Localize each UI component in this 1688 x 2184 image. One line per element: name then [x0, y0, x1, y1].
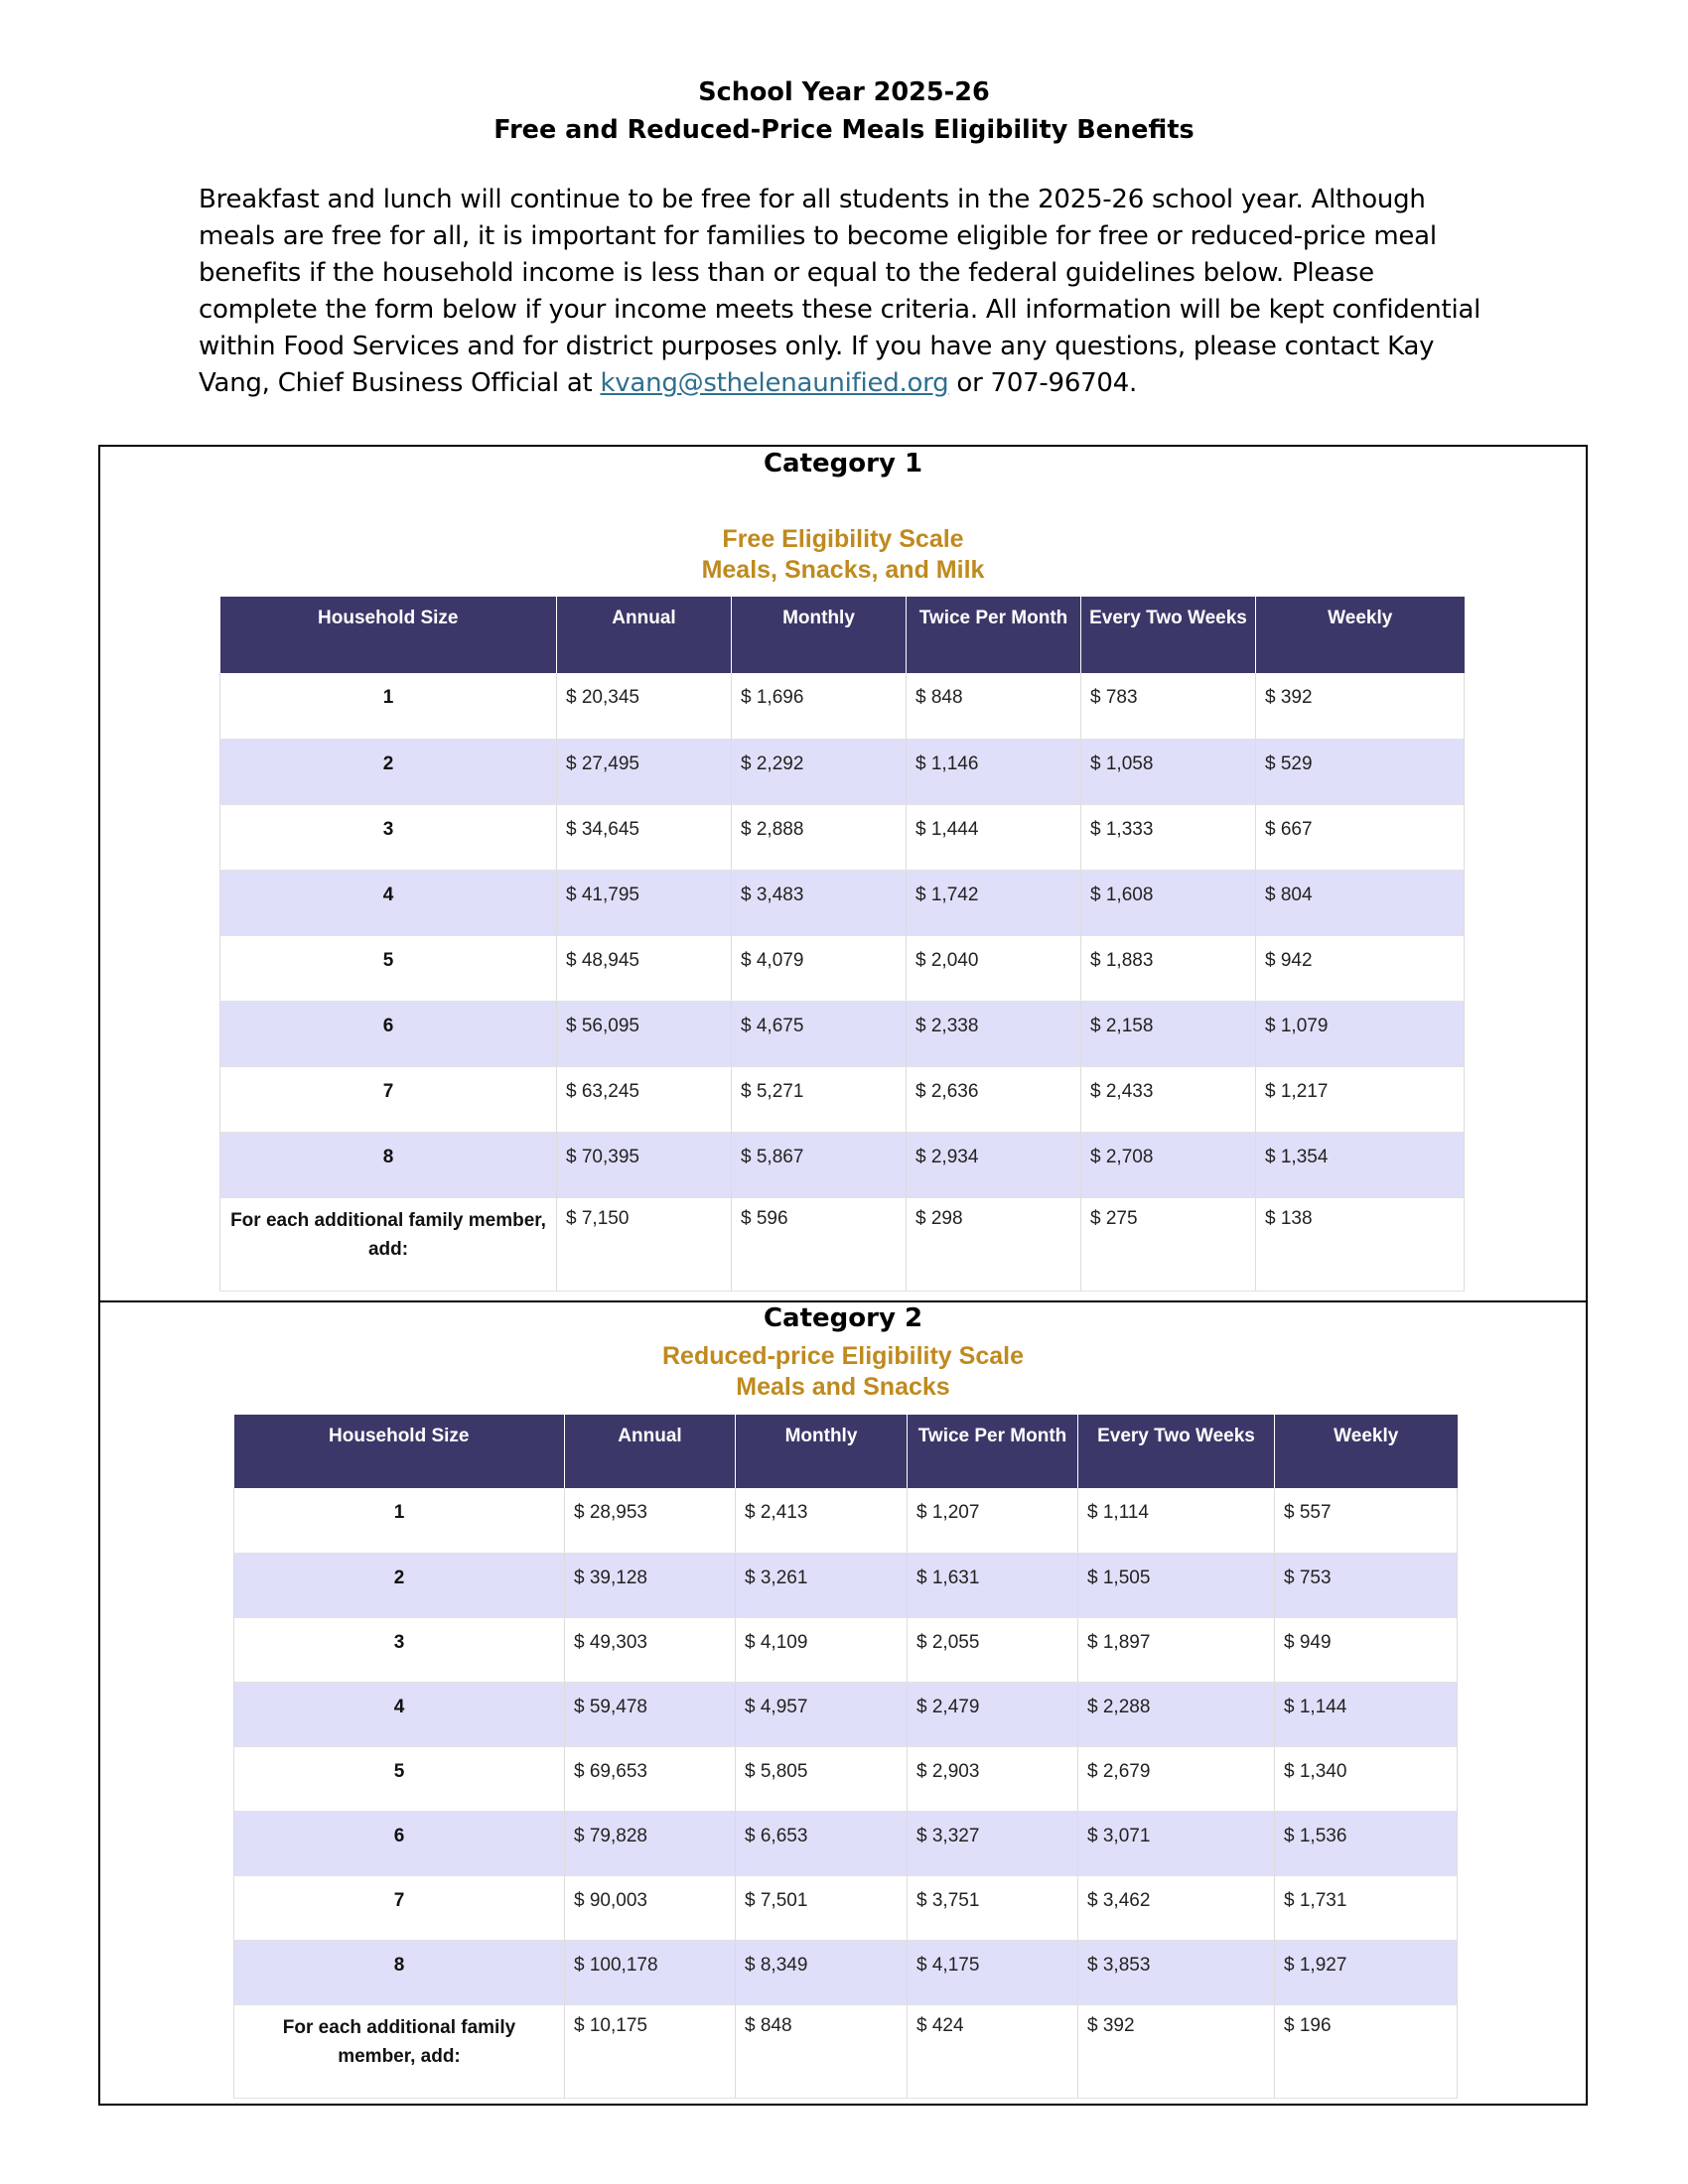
household-size-cell: 7 [234, 1875, 565, 1940]
annual-cell: $ 39,128 [565, 1553, 736, 1617]
table-row [220, 739, 1465, 804]
table-row [234, 1940, 1458, 2004]
every-two-weeks-cell: $ 3,071 [1078, 1811, 1275, 1875]
household-size-cell: 3 [234, 1617, 565, 1682]
household-size-cell: 2 [220, 739, 557, 804]
free-scale-subheading: Meals, Snacks, and Milk [701, 556, 985, 584]
every-two-weeks-cell: $ 1,333 [1081, 804, 1256, 870]
every-two-weeks-cell: $ 2,433 [1081, 1066, 1256, 1132]
weekly-cell: $ 1,079 [1256, 1001, 1465, 1066]
household-size-cell: 4 [220, 870, 557, 935]
table-row [220, 673, 1465, 739]
annual-cell: $ 100,178 [565, 1940, 736, 2004]
twice-per-month-cell: $ 298 [907, 1197, 1081, 1291]
every-two-weeks-cell: $ 2,679 [1078, 1746, 1275, 1811]
twice-per-month-cell: $ 1,146 [907, 739, 1081, 804]
table-header-row [220, 597, 1465, 673]
column-header: Every Two Weeks [1081, 597, 1256, 673]
free-eligibility-table [219, 597, 1465, 1292]
monthly-cell: $ 2,888 [732, 804, 907, 870]
twice-per-month-cell: $ 1,631 [908, 1553, 1078, 1617]
category-2-title: Category 2 [763, 1303, 923, 1333]
column-header: Weekly [1275, 1415, 1458, 1488]
annual-cell: $ 90,003 [565, 1875, 736, 1940]
monthly-cell: $ 4,109 [736, 1617, 908, 1682]
twice-per-month-cell: $ 2,040 [907, 935, 1081, 1001]
every-two-weeks-cell: $ 1,897 [1078, 1617, 1275, 1682]
weekly-cell: $ 804 [1256, 870, 1465, 935]
table-row [220, 1066, 1465, 1132]
household-size-cell: 3 [220, 804, 557, 870]
annual-cell: $ 56,095 [557, 1001, 732, 1066]
column-header: Household Size [220, 597, 557, 673]
monthly-cell: $ 5,271 [732, 1066, 907, 1132]
additional-member-row [220, 1197, 1465, 1291]
annual-cell: $ 10,175 [565, 2004, 736, 2098]
monthly-cell: $ 1,696 [732, 673, 907, 739]
every-two-weeks-cell: $ 392 [1078, 2004, 1275, 2098]
twice-per-month-cell: $ 848 [907, 673, 1081, 739]
household-size-cell: 4 [234, 1682, 565, 1746]
table-row [234, 1488, 1458, 1553]
monthly-cell: $ 3,261 [736, 1553, 908, 1617]
twice-per-month-cell: $ 1,742 [907, 870, 1081, 935]
household-size-cell: 6 [234, 1811, 565, 1875]
table-row [220, 804, 1465, 870]
reduced-scale-subheading: Meals and Snacks [736, 1373, 950, 1401]
monthly-cell: $ 5,805 [736, 1746, 908, 1811]
weekly-cell: $ 1,731 [1275, 1875, 1458, 1940]
every-two-weeks-cell: $ 1,608 [1081, 870, 1256, 935]
monthly-cell: $ 4,079 [732, 935, 907, 1001]
twice-per-month-cell: $ 1,444 [907, 804, 1081, 870]
twice-per-month-cell: $ 2,055 [908, 1617, 1078, 1682]
column-header: Twice Per Month [907, 597, 1081, 673]
table-row [220, 1001, 1465, 1066]
twice-per-month-cell: $ 3,327 [908, 1811, 1078, 1875]
annual-cell: $ 49,303 [565, 1617, 736, 1682]
column-header: Annual [565, 1415, 736, 1488]
twice-per-month-cell: $ 2,934 [907, 1132, 1081, 1197]
free-scale-title [100, 524, 1586, 586]
household-size-cell: 1 [234, 1488, 565, 1553]
twice-per-month-cell: $ 2,636 [907, 1066, 1081, 1132]
monthly-cell: $ 4,675 [732, 1001, 907, 1066]
monthly-cell: $ 8,349 [736, 1940, 908, 2004]
weekly-cell: $ 1,144 [1275, 1682, 1458, 1746]
annual-cell: $ 28,953 [565, 1488, 736, 1553]
twice-per-month-cell: $ 1,207 [908, 1488, 1078, 1553]
column-header: Monthly [736, 1415, 908, 1488]
table-header-row [234, 1415, 1458, 1488]
additional-member-row [234, 2004, 1458, 2098]
annual-cell: $ 20,345 [557, 673, 732, 739]
annual-cell: $ 34,645 [557, 804, 732, 870]
monthly-cell: $ 6,653 [736, 1811, 908, 1875]
column-header: Monthly [732, 597, 907, 673]
table-row [220, 935, 1465, 1001]
table-row [234, 1811, 1458, 1875]
every-two-weeks-cell: $ 1,058 [1081, 739, 1256, 804]
column-header: Household Size [234, 1415, 565, 1488]
household-size-cell: 2 [234, 1553, 565, 1617]
household-size-cell: 8 [220, 1132, 557, 1197]
weekly-cell: $ 1,536 [1275, 1811, 1458, 1875]
column-header: Twice Per Month [908, 1415, 1078, 1488]
twice-per-month-cell: $ 3,751 [908, 1875, 1078, 1940]
household-size-cell: 5 [234, 1746, 565, 1811]
monthly-cell: $ 7,501 [736, 1875, 908, 1940]
column-header: Every Two Weeks [1078, 1415, 1275, 1488]
weekly-cell: $ 949 [1275, 1617, 1458, 1682]
annual-cell: $ 63,245 [557, 1066, 732, 1132]
annual-cell: $ 41,795 [557, 870, 732, 935]
monthly-cell: $ 2,292 [732, 739, 907, 804]
weekly-cell: $ 138 [1256, 1197, 1465, 1291]
monthly-cell: $ 4,957 [736, 1682, 908, 1746]
reduced-price-eligibility-table [233, 1415, 1458, 2099]
every-two-weeks-cell: $ 2,288 [1078, 1682, 1275, 1746]
table-row [234, 1617, 1458, 1682]
weekly-cell: $ 529 [1256, 739, 1465, 804]
every-two-weeks-cell: $ 1,505 [1078, 1553, 1275, 1617]
annual-cell: $ 59,478 [565, 1682, 736, 1746]
category-1-section [98, 445, 1588, 1302]
table-row [234, 1553, 1458, 1617]
annual-cell: $ 69,653 [565, 1746, 736, 1811]
intro-paragraph [199, 182, 1489, 402]
document-title [0, 73, 1688, 149]
twice-per-month-cell: $ 2,338 [907, 1001, 1081, 1066]
weekly-cell: $ 1,927 [1275, 1940, 1458, 2004]
every-two-weeks-cell: $ 2,708 [1081, 1132, 1256, 1197]
annual-cell: $ 48,945 [557, 935, 732, 1001]
column-header: Annual [557, 597, 732, 673]
every-two-weeks-cell: $ 3,462 [1078, 1875, 1275, 1940]
every-two-weeks-cell: $ 275 [1081, 1197, 1256, 1291]
reduced-scale-heading: Reduced-price Eligibility Scale [661, 1342, 1024, 1370]
twice-per-month-cell: $ 4,175 [908, 1940, 1078, 2004]
household-size-cell: 6 [220, 1001, 557, 1066]
category-2-section [98, 1301, 1588, 2106]
weekly-cell: $ 557 [1275, 1488, 1458, 1553]
annual-cell: $ 27,495 [557, 739, 732, 804]
monthly-cell: $ 596 [732, 1197, 907, 1291]
weekly-cell: $ 1,354 [1256, 1132, 1465, 1197]
table-row [234, 1746, 1458, 1811]
intro-text: Breakfast and lunch will continue to be free for all students in the 2025-26 school year. Although meals are free for all, it is important for families to become eligible for free or reduced-price meal benefits if the household income is less than or equal to the federal guidelines below. Please complete the form below if your income meets these criteria. All information will be kept confidential within Food Services and for district purposes only. If you have any questions, please contact Kay Vang, Chief Business Official at [199, 185, 1481, 398]
category-1-title: Category 1 [763, 449, 923, 478]
weekly-cell: $ 392 [1256, 673, 1465, 739]
weekly-cell: $ 196 [1275, 2004, 1458, 2098]
weekly-cell: $ 1,340 [1275, 1746, 1458, 1811]
annual-cell: $ 7,150 [557, 1197, 732, 1291]
twice-per-month-cell: $ 424 [908, 2004, 1078, 2098]
every-two-weeks-cell: $ 2,158 [1081, 1001, 1256, 1066]
table-row [234, 1682, 1458, 1746]
reduced-scale-title [100, 1341, 1586, 1403]
school-year-title: School Year 2025-26 [698, 77, 990, 107]
contact-email-link[interactable]: kvang@sthelenaunified.org [600, 368, 949, 398]
additional-member-label: For each additional family member, add: [234, 2004, 565, 2098]
twice-per-month-cell: $ 2,479 [908, 1682, 1078, 1746]
twice-per-month-cell: $ 2,903 [908, 1746, 1078, 1811]
table-row [234, 1875, 1458, 1940]
weekly-cell: $ 942 [1256, 935, 1465, 1001]
annual-cell: $ 79,828 [565, 1811, 736, 1875]
free-scale-heading: Free Eligibility Scale [722, 525, 964, 553]
monthly-cell: $ 2,413 [736, 1488, 908, 1553]
monthly-cell: $ 3,483 [732, 870, 907, 935]
household-size-cell: 8 [234, 1940, 565, 2004]
column-header: Weekly [1256, 597, 1465, 673]
weekly-cell: $ 1,217 [1256, 1066, 1465, 1132]
household-size-cell: 1 [220, 673, 557, 739]
table-row [220, 870, 1465, 935]
every-two-weeks-cell: $ 3,853 [1078, 1940, 1275, 2004]
monthly-cell: $ 5,867 [732, 1132, 907, 1197]
table-row [220, 1132, 1465, 1197]
every-two-weeks-cell: $ 1,114 [1078, 1488, 1275, 1553]
weekly-cell: $ 667 [1256, 804, 1465, 870]
benefits-title: Free and Reduced-Price Meals Eligibility Benefits [493, 115, 1195, 145]
annual-cell: $ 70,395 [557, 1132, 732, 1197]
household-size-cell: 5 [220, 935, 557, 1001]
every-two-weeks-cell: $ 783 [1081, 673, 1256, 739]
additional-member-label: For each additional family member, add: [220, 1197, 557, 1291]
monthly-cell: $ 848 [736, 2004, 908, 2098]
intro-tail-text: or 707-96704. [948, 368, 1138, 398]
weekly-cell: $ 753 [1275, 1553, 1458, 1617]
every-two-weeks-cell: $ 1,883 [1081, 935, 1256, 1001]
household-size-cell: 7 [220, 1066, 557, 1132]
